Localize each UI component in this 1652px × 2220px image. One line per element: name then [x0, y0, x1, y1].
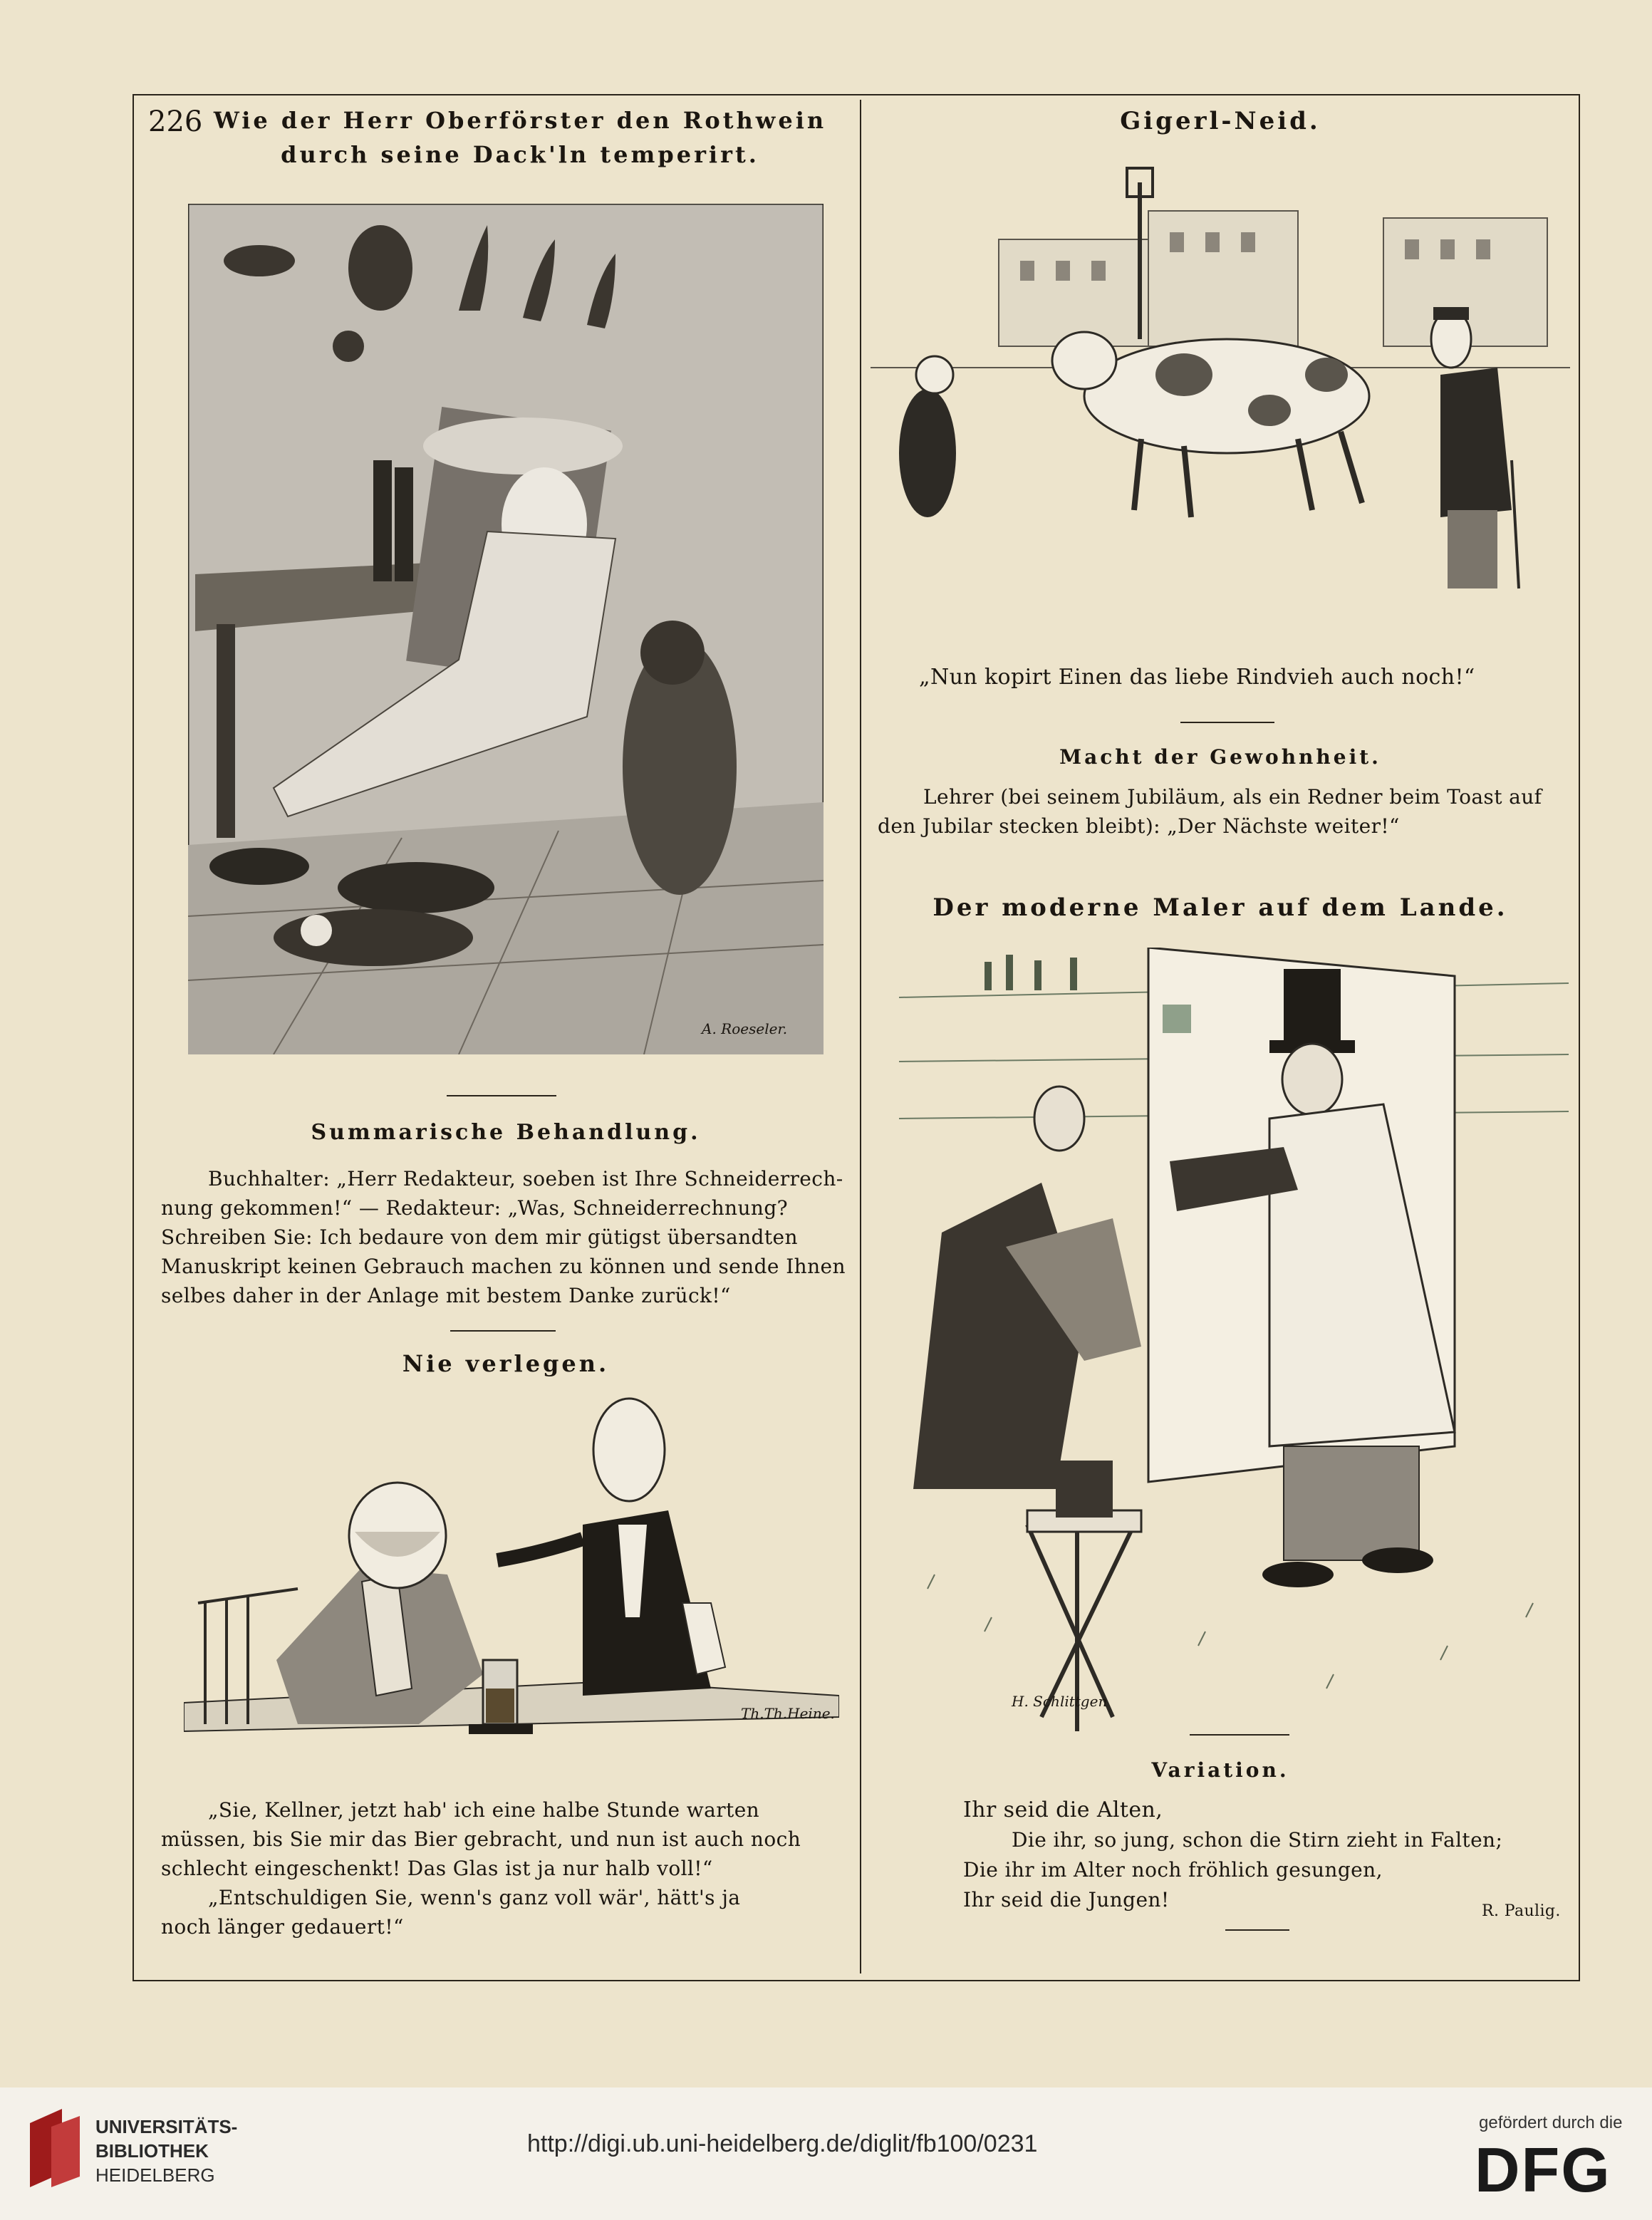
- text-line: selbes daher in der Anlage mit bestem Danke zurück!“: [161, 1284, 731, 1307]
- poem-line: Die ihr im Alter noch fröhlich gesungen,: [963, 1858, 1383, 1882]
- text-line: noch länger gedauert!“: [161, 1915, 404, 1939]
- text-line: den Jubilar stecken bleibt): „Der Nächste weiter!“: [878, 814, 1400, 838]
- illustration-caption: „Nun kopirt Einen das liebe Rindvieh auch noch!“: [919, 665, 1475, 690]
- article-title: Nie verlegen.: [402, 1350, 610, 1377]
- article-title: Variation.: [1151, 1758, 1289, 1782]
- poem-line: Ihr seid die Jungen!: [963, 1888, 1170, 1912]
- illustration-signature: A. Roeseler.: [702, 1020, 788, 1037]
- illustration-maler: [899, 948, 1569, 1746]
- text-line: Lehrer (bei seinem Jubiläum, als ein Redner beim Toast auf: [923, 785, 1542, 809]
- separator: [1225, 1929, 1289, 1931]
- illustration-signature: Th.Th.Heine.: [741, 1705, 835, 1722]
- dfg-logo: DFG: [1475, 2135, 1611, 2205]
- digitization-footer: [0, 2087, 1652, 2220]
- permalink-link[interactable]: http://digi.ub.uni-heidelberg.de/diglit/fb100/0231: [527, 2130, 1038, 2157]
- separator: [1190, 1734, 1289, 1736]
- illustration-gigerl-neid: [871, 161, 1570, 645]
- poem-line: Die ihr, so jung, schon die Stirn zieht in Falten;: [1012, 1828, 1503, 1852]
- article-title: Summarische Behandlung.: [311, 1120, 701, 1145]
- illustration-signature: H. Schlittgen: [1012, 1693, 1108, 1710]
- article-title: Wie der Herr Oberförster den Rothwein: [213, 107, 827, 134]
- text-line: schlecht eingeschenkt! Das Glas ist ja nur halb voll!“: [161, 1857, 713, 1880]
- poem-line: Ihr seid die Alten,: [963, 1798, 1163, 1822]
- separator: [1180, 722, 1274, 723]
- article-title: Gigerl-Neid.: [1120, 107, 1321, 135]
- library-name-line2: BIBLIOTHEK: [95, 2140, 209, 2162]
- page-number: 226: [148, 105, 203, 138]
- text-line: Manuskript keinen Gebrauch machen zu können und sende Ihnen: [161, 1255, 846, 1278]
- text-line: müssen, bis Sie mir das Bier gebracht, und nun ist auch noch: [161, 1827, 801, 1851]
- text-line: Schreiben Sie: Ich bedaure von dem mir gütigst übersandten: [161, 1225, 798, 1249]
- library-name-line1: UNIVERSITÄTS-: [95, 2116, 238, 2137]
- article-title: Der moderne Maler auf dem Lande.: [933, 893, 1508, 922]
- illustration-oberfoerster: [188, 204, 824, 1054]
- text-line: „Sie, Kellner, jetzt hab' ich eine halbe Stunde warten: [208, 1798, 760, 1822]
- separator: [450, 1330, 556, 1332]
- funding-note: gefördert durch die: [1479, 2113, 1623, 2132]
- library-logo-icon: [23, 2109, 87, 2187]
- text-line: Buchhalter: „Herr Redakteur, soeben ist Ihre Schneiderrech-: [208, 1167, 843, 1191]
- separator: [447, 1095, 556, 1096]
- text-line: nung gekommen!“ — Redakteur: „Was, Schneiderrechnung?: [161, 1196, 789, 1220]
- library-name-line3: HEIDELBERG: [95, 2164, 215, 2186]
- article-title-line2: durch seine Dack'ln temperirt.: [281, 141, 759, 168]
- text-line: „Entschuldigen Sie, wenn's ganz voll wär', hätt's ja: [208, 1886, 741, 1909]
- article-title: Macht der Gewohnheit.: [1059, 745, 1381, 769]
- poem-author: R. Paulig.: [1482, 1902, 1561, 1920]
- column-divider: [860, 100, 861, 1973]
